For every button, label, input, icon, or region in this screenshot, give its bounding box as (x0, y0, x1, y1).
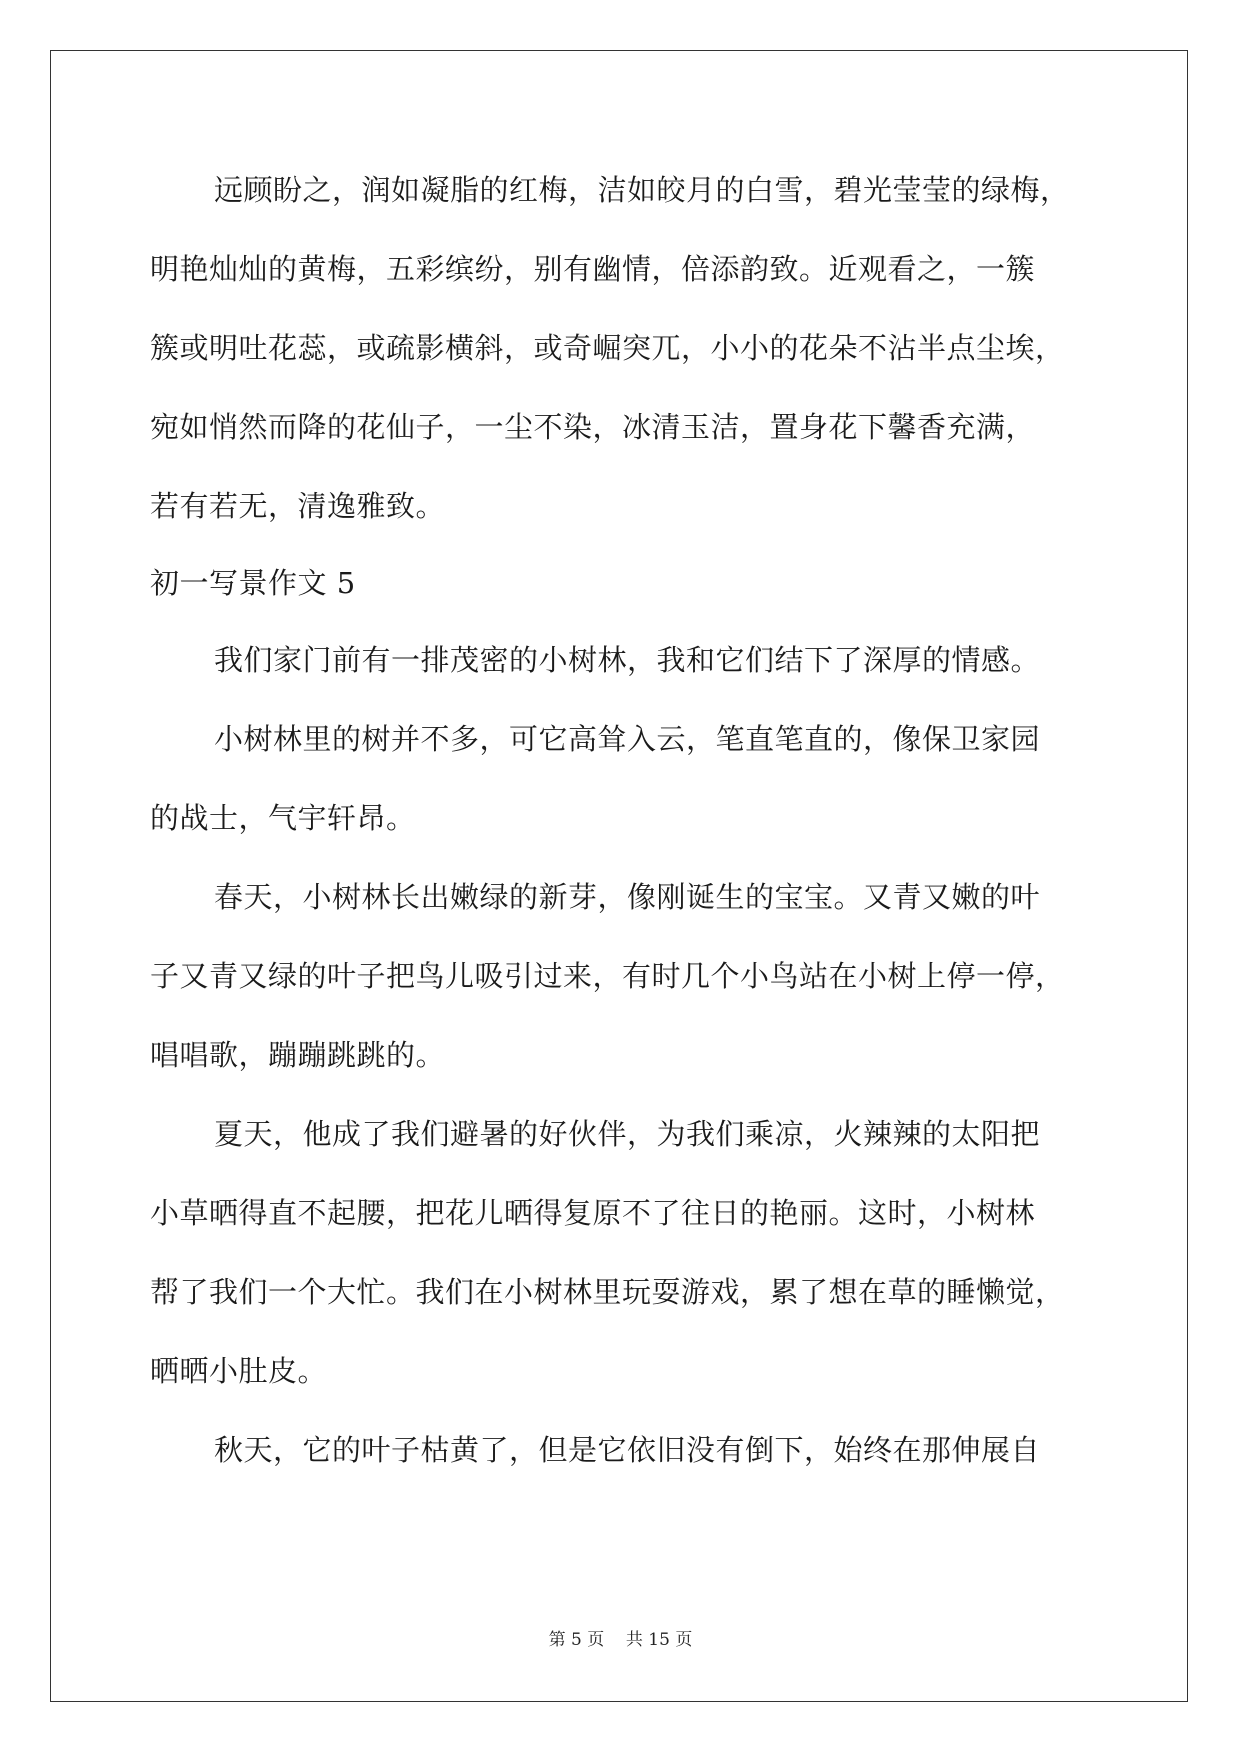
page-number-footer: 第 5 页 共 15 页 (548, 1630, 693, 1650)
text-line: 明艳灿灿的黄梅，五彩缤纷，别有幽情，倍添韵致。近观看之，一簇 (150, 252, 1036, 286)
text-line: 唱唱歌，蹦蹦跳跳的。 (150, 1038, 446, 1072)
text-line: 秋天，它的叶子枯黄了，但是它依旧没有倒下，始终在那伸展自 (214, 1433, 1041, 1467)
text-line: 晒晒小肚皮。 (150, 1354, 328, 1388)
text-line: 我们家门前有一排茂密的小树林，我和它们结下了深厚的情感。 (214, 643, 1041, 677)
text-line: 宛如悄然而降的花仙子，一尘不染，冰清玉洁，置身花下馨香充满， (150, 410, 1036, 444)
text-line: 远顾盼之，润如凝脂的红梅，洁如皎月的白雪，碧光莹莹的绿梅， (214, 173, 1070, 207)
text-line: 春天，小树林长出嫩绿的新芽，像刚诞生的宝宝。又青又嫩的叶 (214, 880, 1041, 914)
text-line: 的战士，气宇轩昂。 (150, 801, 416, 835)
section-heading: 初一写景作文 5 (150, 566, 356, 600)
text-line: 子又青又绿的叶子把鸟儿吸引过来，有时几个小鸟站在小树上停一停， (150, 959, 1065, 993)
text-line: 若有若无，清逸雅致。 (150, 489, 446, 523)
text-line: 小树林里的树并不多，可它高耸入云，笔直笔直的，像保卫家园 (214, 722, 1041, 756)
text-line: 小草晒得直不起腰，把花儿晒得复原不了往日的艳丽。这时，小树林 (150, 1196, 1036, 1230)
text-line: 帮了我们一个大忙。我们在小树林里玩耍游戏，累了想在草的睡懒觉， (150, 1275, 1065, 1309)
text-line: 夏天，他成了我们避暑的好伙伴，为我们乘凉，火辣辣的太阳把 (214, 1117, 1041, 1151)
text-line: 簇或明吐花蕊，或疏影横斜，或奇崛突兀，小小的花朵不沾半点尘埃， (150, 331, 1065, 365)
